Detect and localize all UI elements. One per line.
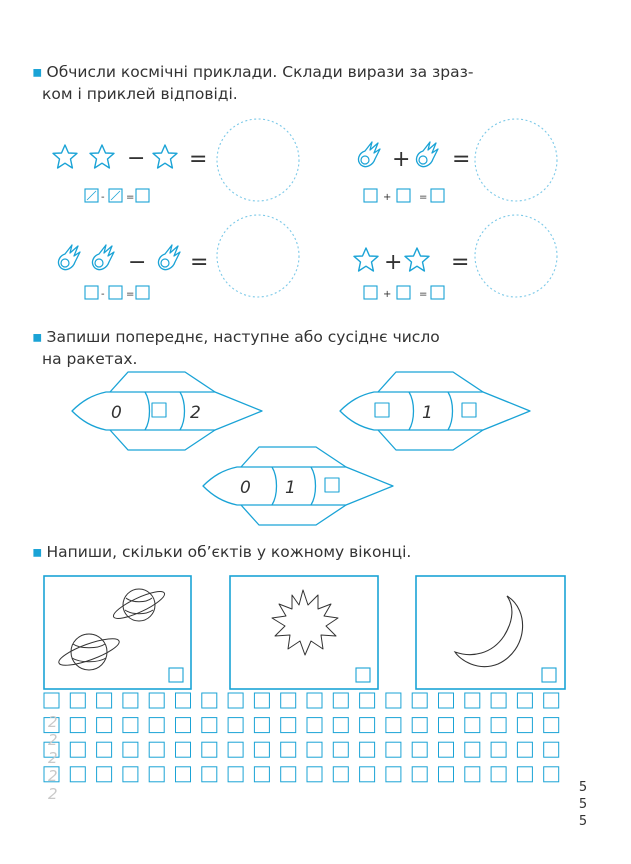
writing-grid[interactable] [44,693,559,782]
plus-sign: + [384,250,403,275]
equation-4 [354,215,557,300]
comet-icon [416,142,438,167]
grid-cell[interactable] [123,718,138,733]
grid-cell[interactable] [465,767,480,782]
grid-cell[interactable] [412,767,427,782]
planet-icon [111,587,168,623]
grid-cell[interactable] [412,718,427,733]
grid-cell[interactable] [544,693,559,708]
count-answer-box[interactable] [169,668,183,682]
grid-cell[interactable] [491,718,506,733]
grid-cell[interactable] [97,742,112,757]
grid-cell[interactable] [70,742,85,757]
grid-cell[interactable] [228,693,243,708]
answer-box[interactable] [364,189,377,202]
grid-cell[interactable] [97,693,112,708]
grid-cell[interactable] [517,767,532,782]
answer-box[interactable] [136,286,149,299]
grid-cell[interactable] [70,693,85,708]
star-icon [354,248,378,271]
grid-cell[interactable] [360,693,375,708]
svg-text:-: - [101,289,105,300]
grid-cell[interactable] [360,767,375,782]
grid-cell[interactable] [123,767,138,782]
grid-cell[interactable] [333,718,348,733]
grid-cell[interactable] [228,742,243,757]
grid-cell[interactable] [517,718,532,733]
moon-icon [455,596,523,667]
answer-box[interactable] [364,286,377,299]
grid-cell[interactable] [281,742,296,757]
grid-cell[interactable] [97,718,112,733]
grid-cell[interactable] [465,742,480,757]
count-answer-box[interactable] [542,668,556,682]
bullet: ▪ [32,543,43,561]
grid-cell[interactable] [439,718,454,733]
sticker-circle[interactable] [475,119,557,201]
grid-cell[interactable] [439,767,454,782]
grid-cell[interactable] [97,767,112,782]
grid-cell[interactable] [307,767,322,782]
minus-sign: − [127,146,146,171]
rocket-number: 1 [422,403,433,423]
sample-comet-hint [87,191,96,200]
grid-cell[interactable] [123,693,138,708]
grid-cell[interactable] [333,742,348,757]
grid-cell[interactable] [254,767,269,782]
answer-box[interactable] [109,286,122,299]
grid-cell[interactable] [307,693,322,708]
grid-cell[interactable] [176,718,191,733]
equals-sign: = [190,250,209,275]
rocket-3 [203,447,393,525]
svg-text:=: = [419,289,428,300]
planet-icon [56,634,122,671]
star-icon [90,145,114,168]
sticker-circle[interactable] [217,215,299,297]
task-1-instruction: ▪ Обчисли космічні приклади. Склади вирази за зраз- ком і приклей відповіді. [32,63,474,103]
grid-cell[interactable] [491,742,506,757]
task-3-instruction: ▪ Напиши, скільки об’єктів у кожному віконці. [32,543,412,561]
rocket-icon [72,392,262,430]
rocket-answer-box[interactable] [152,403,166,417]
grid-cell[interactable] [176,693,191,708]
svg-text:+: + [383,192,392,203]
grid-cell[interactable] [544,742,559,757]
answer-box[interactable] [397,189,410,202]
equation-3 [58,215,299,300]
svg-text:-: - [101,192,105,203]
minus-sign: − [128,250,147,275]
plus-sign: + [392,147,411,172]
grid-cell[interactable] [44,693,59,708]
grid-cell[interactable] [254,693,269,708]
sun-icon [272,590,338,655]
grid-cell[interactable] [517,742,532,757]
answer-box[interactable] [85,286,98,299]
grid-cell[interactable] [254,718,269,733]
rocket-number: 0 [240,478,251,498]
svg-text:=: = [126,192,135,203]
margin-practice-digits: 2 2 2 2 2 [48,713,58,803]
star-icon [53,145,77,168]
grid-cell[interactable] [439,693,454,708]
rocket-1 [72,372,262,450]
answer-box[interactable] [431,286,444,299]
comet-icon [92,245,114,270]
bullet: ▪ [32,328,43,346]
equals-sign: = [451,250,470,275]
grid-cell[interactable] [544,718,559,733]
rocket-number: 2 [190,403,201,423]
grid-cell[interactable] [491,767,506,782]
answer-box[interactable] [431,189,444,202]
grid-cell[interactable] [70,767,85,782]
grid-cell[interactable] [254,742,269,757]
window-sun [230,576,378,689]
comet-icon [58,245,80,270]
svg-text:=: = [126,289,135,300]
window-planets [44,576,191,689]
count-answer-box[interactable] [356,668,370,682]
rocket-number: 1 [285,478,296,498]
grid-cell[interactable] [123,742,138,757]
grid-cell[interactable] [386,767,401,782]
star-icon [153,145,177,168]
grid-cell[interactable] [412,742,427,757]
comet-icon [358,142,380,167]
equation-1 [53,119,299,203]
rocket-2 [340,372,530,450]
star-icon [405,248,429,271]
equals-sign: = [452,147,471,172]
rocket-answer-box[interactable] [325,478,339,492]
grid-cell[interactable] [228,767,243,782]
grid-cell[interactable] [70,718,85,733]
grid-cell[interactable] [360,742,375,757]
grid-cell[interactable] [386,693,401,708]
grid-cell[interactable] [333,693,348,708]
sticker-circle[interactable] [217,119,299,201]
svg-text:+: + [383,289,392,300]
grid-cell[interactable] [228,718,243,733]
task-2-instruction: ▪ Запиши попереднє, наступне або сусіднє число на ракетах. [32,328,440,368]
grid-cell[interactable] [491,693,506,708]
grid-cell[interactable] [281,693,296,708]
window-moon [416,576,565,689]
bullet: ▪ [32,63,43,81]
grid-cell[interactable] [465,693,480,708]
grid-cell[interactable] [307,742,322,757]
rocket-answer-box[interactable] [462,403,476,417]
rocket-icon [340,392,530,430]
grid-cell[interactable] [386,718,401,733]
grid-cell[interactable] [386,742,401,757]
answer-box[interactable] [397,286,410,299]
grid-cell[interactable] [307,718,322,733]
grid-cell[interactable] [281,718,296,733]
svg-text:=: = [419,192,428,203]
grid-cell[interactable] [544,767,559,782]
grid-cell[interactable] [465,718,480,733]
answer-box[interactable] [136,189,149,202]
sample-comet-hint [111,191,120,200]
grid-cell[interactable] [149,718,164,733]
rocket-icon [203,467,393,505]
grid-cell[interactable] [202,742,217,757]
sticker-circle[interactable] [475,215,557,297]
rocket-answer-box[interactable] [375,403,389,417]
grid-cell[interactable] [149,767,164,782]
grid-cell[interactable] [439,742,454,757]
grid-cell[interactable] [333,767,348,782]
page-number: 5 5 5 [578,780,588,829]
grid-cell[interactable] [202,693,217,708]
grid-cell[interactable] [517,693,532,708]
grid-cell[interactable] [202,718,217,733]
comet-icon [158,245,180,270]
grid-cell[interactable] [281,767,296,782]
rocket-number: 0 [111,403,122,423]
equation-2 [358,119,557,203]
grid-cell[interactable] [149,742,164,757]
grid-cell[interactable] [412,693,427,708]
equals-sign: = [189,147,208,172]
grid-cell[interactable] [360,718,375,733]
grid-cell[interactable] [176,767,191,782]
grid-cell[interactable] [176,742,191,757]
grid-cell[interactable] [149,693,164,708]
grid-cell[interactable] [202,767,217,782]
